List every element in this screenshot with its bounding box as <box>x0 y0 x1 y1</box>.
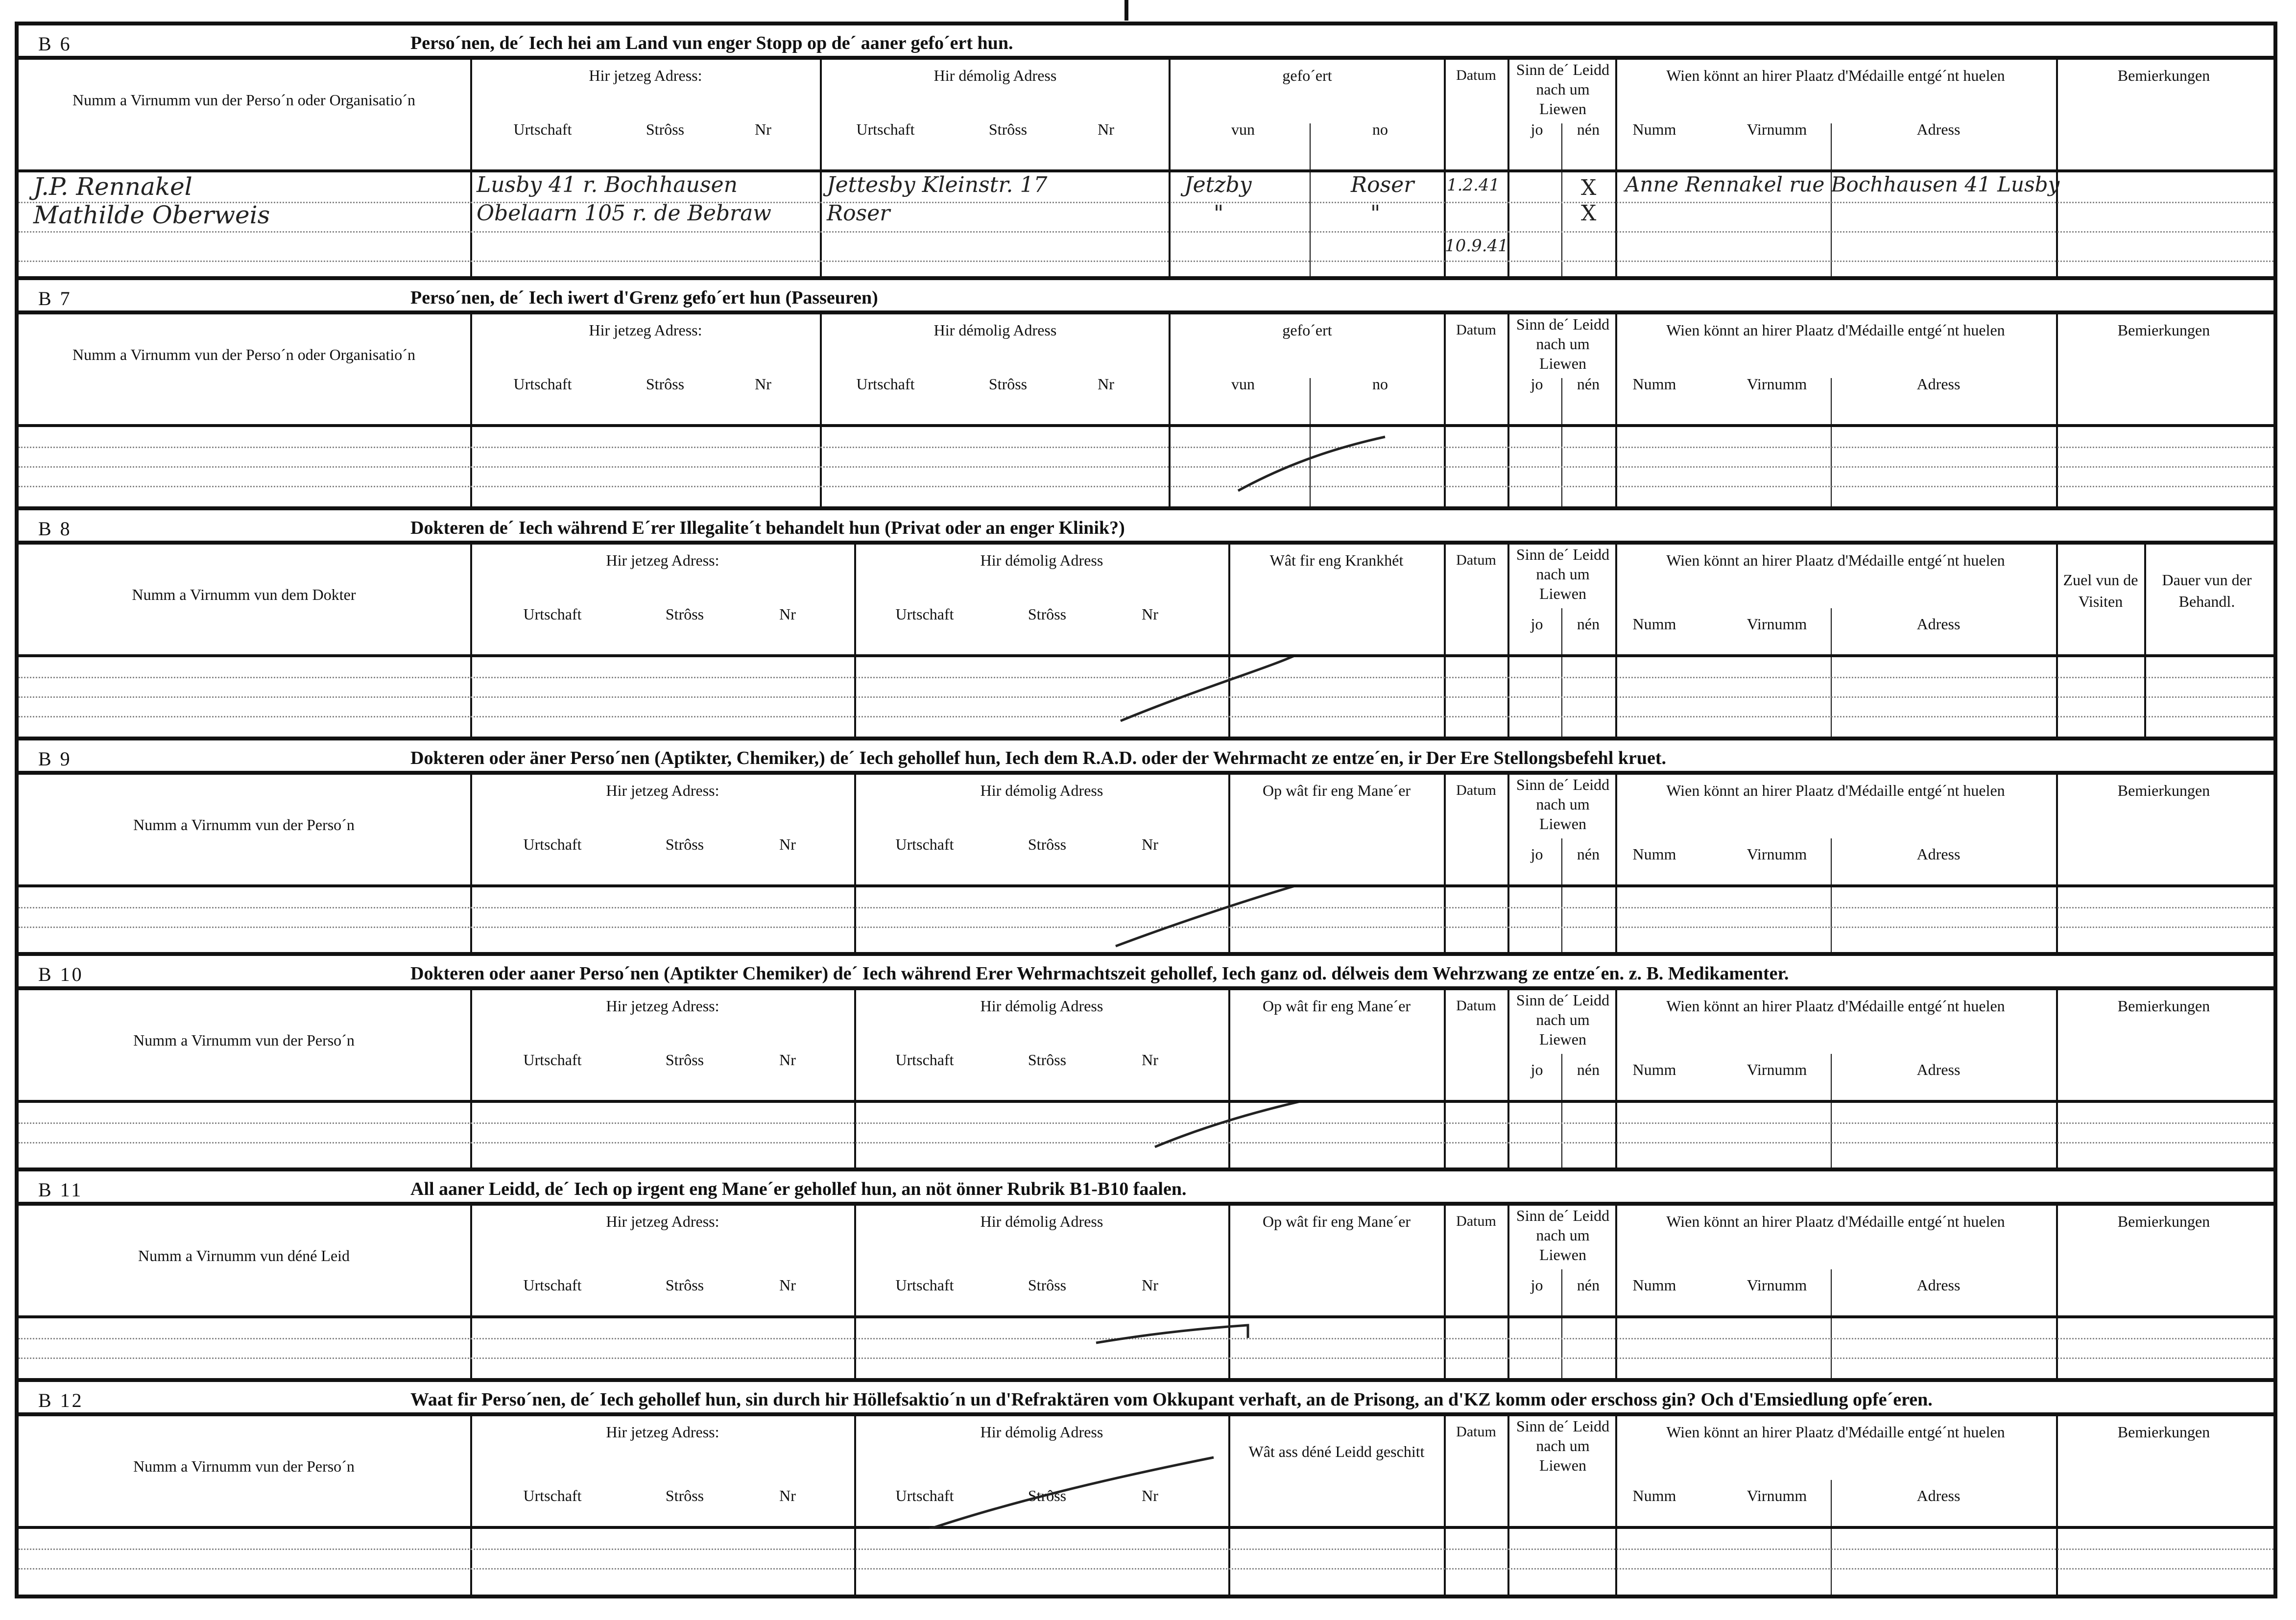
col-current-address-header: Hir jetzeg Adress: <box>606 997 719 1015</box>
col-duration-header: Dauer vun der Behandl. <box>2162 571 2252 610</box>
sub-street: Strôss <box>665 1276 704 1294</box>
entry-1-medal-recipient: Anne Rennakel rue Bochhausen 41 Lusby <box>1625 172 2060 196</box>
section-b7 <box>19 280 2273 510</box>
sub-yes: jo <box>1531 615 1543 633</box>
col-name-header: Numm a Virnumm vun der Perso´n <box>133 816 355 834</box>
col-alive-header: Sinn de´ Leidd nach um Liewen <box>1516 315 1610 372</box>
col-name-header: Numm a Virnumm vun déné Leid <box>138 1247 350 1264</box>
sub-yes: jo <box>1531 1061 1543 1078</box>
sub-medal-name: Numm <box>1632 120 1676 138</box>
col-route-header: gefo´ert <box>1282 321 1332 339</box>
sub-town: Urtschaft <box>895 1487 954 1504</box>
section-code: B 12 <box>38 1389 84 1411</box>
col-remarks-header: Bemierkungen <box>2117 1213 2210 1230</box>
col-current-address-header: Hir jetzeg Adress: <box>606 1423 719 1441</box>
section-b11 <box>19 1171 2273 1382</box>
sub-from: vun <box>1231 375 1255 393</box>
col-date-header: Datum <box>1456 322 1496 338</box>
section-b9 <box>19 740 2273 956</box>
sub-nr: Nr <box>779 1051 796 1069</box>
entry-2-current-address: Obelaarn 105 r. de Bebraw <box>477 201 771 226</box>
sub-nr: Nr <box>1098 375 1114 393</box>
sub-nr: Nr <box>755 375 771 393</box>
sub-medal-address: Adress <box>1916 615 1961 633</box>
section-title: Perso´nen, de´ Iech iwert d'Grenz gefo´ert hun (Passeuren) <box>410 287 878 308</box>
entry-area <box>19 172 2273 276</box>
entry-area <box>19 887 2273 952</box>
sub-town: Urtschaft <box>895 605 954 623</box>
section-title-row <box>19 280 2273 314</box>
entry-2-no-mark: X <box>1581 201 1597 226</box>
sub-yes: jo <box>1531 375 1543 393</box>
sub-street: Strôss <box>1028 605 1067 623</box>
column-headers <box>19 1206 2273 1318</box>
section-title-row <box>19 510 2273 545</box>
col-alive-header: Sinn de´ Leidd nach um Liewen <box>1516 776 1610 833</box>
entry-area <box>19 1529 2273 1595</box>
col-medal-header: Wien könnt an hirer Plaatz d'Médaille entgé´nt huelen <box>1666 1423 2005 1441</box>
column-headers <box>19 990 2273 1103</box>
entry-2-date: 10.9.41 <box>1445 236 1508 256</box>
col-current-address-header: Hir jetzeg Adress: <box>589 321 702 339</box>
section-title-row <box>19 956 2273 990</box>
entry-1-current-address: Lusby 41 r. Bochhausen <box>477 172 738 197</box>
section-code: B 6 <box>38 33 72 55</box>
sub-yes: jo <box>1531 1276 1543 1294</box>
col-manner-header: Op wât fir eng Mane´er <box>1262 997 1411 1015</box>
entry-2-from: " <box>1214 201 1224 226</box>
section-b10 <box>19 956 2273 1171</box>
sub-medal-name: Numm <box>1632 615 1676 633</box>
col-former-address-header: Hir démolig Adress <box>933 67 1057 84</box>
sub-nr: Nr <box>779 1487 796 1504</box>
sub-street: Strôss <box>665 1487 704 1504</box>
col-name-header: Numm a Virnumm vun der Perso´n <box>133 1457 355 1475</box>
col-name-header: Numm a Virnumm vun der Perso´n oder Organisatio´n <box>72 346 415 363</box>
strike-through-mark <box>19 887 2281 952</box>
sub-nr: Nr <box>1142 1051 1158 1069</box>
col-visits-header: Zuel vun de Visiten <box>2063 571 2138 610</box>
strike-through-mark <box>19 1416 2281 1529</box>
col-medal-header: Wien könnt an hirer Plaatz d'Médaille entgé´nt huelen <box>1666 321 2005 339</box>
col-former-address-header: Hir démolig Adress <box>933 321 1057 339</box>
section-code: B 9 <box>38 748 72 770</box>
col-current-address-header: Hir jetzeg Adress: <box>589 67 702 84</box>
col-former-address-header: Hir démolig Adress <box>980 551 1103 569</box>
sub-no: nén <box>1577 1061 1600 1078</box>
sub-from: vun <box>1231 120 1255 138</box>
sub-medal-first: Virnumm <box>1746 845 1807 863</box>
sub-town: Urtschaft <box>523 1487 582 1504</box>
col-current-address-header: Hir jetzeg Adress: <box>606 782 719 799</box>
section-title-row <box>19 25 2273 60</box>
sub-street: Strôss <box>665 1051 704 1069</box>
sub-medal-address: Adress <box>1916 1276 1961 1294</box>
entry-area <box>19 1318 2273 1378</box>
sub-street: Strôss <box>665 605 704 623</box>
strike-through-mark <box>19 1103 2281 1167</box>
col-illness-header: Wât fir eng Krankhét <box>1269 551 1404 569</box>
sub-yes: jo <box>1531 845 1543 863</box>
section-title: All aaner Leidd, de´ Iech op irgent eng Mane´er gehollef hun, an nöt önner Rubrik B1-B10 faalen. <box>410 1179 1187 1199</box>
sub-medal-name: Numm <box>1632 1276 1676 1294</box>
sub-yes: jo <box>1531 120 1543 138</box>
section-title: Waat fir Perso´nen, de´ Iech gehollef hun, sin durch hir Höllefsaktio´n un d'Refraktären vom Okkupant verhaft, an de Prisong, an d'KZ komm oder erschoss gin? Och d'Emsiedlung opfe´eren. <box>410 1389 1933 1410</box>
col-former-address-header: Hir démolig Adress <box>980 1423 1103 1441</box>
strike-through-mark <box>19 657 2281 737</box>
section-title-row <box>19 740 2273 775</box>
entry-2-former-address: Roser <box>827 201 890 226</box>
column-headers <box>19 775 2273 887</box>
sub-medal-address: Adress <box>1916 375 1961 393</box>
section-title: Dokteren de´ Iech während E´rer Illegalite´t behandelt hun (Privat oder an enger Klinik?) <box>410 518 1125 538</box>
col-medal-header: Wien könnt an hirer Plaatz d'Médaille entgé´nt huelen <box>1666 1213 2005 1230</box>
col-manner-header: Op wât fir eng Mane´er <box>1262 1213 1411 1230</box>
entry-area <box>19 427 2273 506</box>
sub-town: Urtschaft <box>856 120 915 138</box>
sub-town: Urtschaft <box>523 1276 582 1294</box>
section-b8 <box>19 510 2273 740</box>
col-medal-header: Wien könnt an hirer Plaatz d'Médaille entgé´nt huelen <box>1666 997 2005 1015</box>
section-title: Dokteren oder äner Perso´nen (Aptikter, Chemiker,) de´ Iech gehollef hun, Iech dem R.A.D. oder der Wehrmacht ze entze´en, ir Der Ere Stellongsbefehl kruet. <box>410 748 1666 768</box>
entry-1-from: Jetzby <box>1184 172 1252 197</box>
sub-street: Strôss <box>646 375 685 393</box>
entry-area <box>19 1103 2273 1167</box>
column-headers <box>19 314 2273 427</box>
sub-street: Strôss <box>1028 1051 1067 1069</box>
col-remarks-header: Bemierkungen <box>2117 997 2210 1015</box>
sub-medal-first: Virnumm <box>1746 375 1807 393</box>
section-code: B 8 <box>38 518 72 540</box>
section-code: B 10 <box>38 963 84 985</box>
sub-medal-address: Adress <box>1916 845 1961 863</box>
sub-town: Urtschaft <box>513 120 572 138</box>
sub-street: Strôss <box>1028 1487 1067 1504</box>
sub-medal-address: Adress <box>1916 120 1961 138</box>
column-headers <box>19 1416 2273 1529</box>
entry-1-former-address: Jettesby Kleinstr. 17 <box>827 172 1048 197</box>
col-remarks-header: Bemierkungen <box>2117 782 2210 799</box>
col-name-header: Numm a Virnumm vun dem Dokter <box>132 586 356 603</box>
section-b6 <box>19 25 2273 280</box>
section-title: Dokteren oder aaner Perso´nen (Aptikter Chemiker) de´ Iech während Erer Wehrmachtszeit gehollef, Iech ganz od. délweis dem Wehrzwang ze entze´en. z. B. Medikamenter. <box>410 963 1789 984</box>
entry-area <box>19 657 2273 737</box>
sub-nr: Nr <box>779 835 796 853</box>
strike-through-mark <box>19 1318 2281 1378</box>
col-medal-header: Wien könnt an hirer Plaatz d'Médaille entgé´nt huelen <box>1666 551 2005 569</box>
col-medal-header: Wien könnt an hirer Plaatz d'Médaille entgé´nt huelen <box>1666 782 2005 799</box>
col-date-header: Datum <box>1456 1213 1496 1229</box>
top-edge-mark <box>1124 0 1128 21</box>
sub-town: Urtschaft <box>895 1051 954 1069</box>
sub-street: Strôss <box>665 835 704 853</box>
sub-town: Urtschaft <box>513 375 572 393</box>
sub-medal-name: Numm <box>1632 845 1676 863</box>
sub-nr: Nr <box>779 1276 796 1294</box>
col-alive-header: Sinn de´ Leidd nach um Liewen <box>1516 991 1610 1048</box>
col-remarks-header: Bemierkungen <box>2117 1423 2210 1441</box>
col-remarks-header: Bemierkungen <box>2117 321 2210 339</box>
col-medal-header: Wien könnt an hirer Plaatz d'Médaille entgé´nt huelen <box>1666 67 2005 84</box>
sub-no: nén <box>1577 375 1600 393</box>
sub-no: nén <box>1577 120 1600 138</box>
sub-nr: Nr <box>1142 1487 1158 1504</box>
col-former-address-header: Hir démolig Adress <box>980 1213 1103 1230</box>
sub-nr: Nr <box>755 120 771 138</box>
sub-medal-name: Numm <box>1632 1061 1676 1078</box>
entry-1-date: 1.2.41 <box>1447 175 1500 195</box>
sub-no: nén <box>1577 615 1600 633</box>
sub-medal-first: Virnumm <box>1746 1487 1807 1504</box>
sub-medal-name: Numm <box>1632 1487 1676 1504</box>
entry-1-no-mark: X <box>1581 175 1597 200</box>
section-code: B 7 <box>38 287 72 310</box>
entry-1-name: J.P. Rennakel <box>33 172 192 201</box>
col-current-address-header: Hir jetzeg Adress: <box>606 1213 719 1230</box>
section-code: B 11 <box>38 1179 83 1201</box>
sub-no: nén <box>1577 845 1600 863</box>
col-date-header: Datum <box>1456 1424 1496 1440</box>
entry-2-name: Mathilde Oberweis <box>33 201 270 229</box>
col-name-header: Numm a Virnumm vun der Perso´n oder Organisatio´n <box>72 91 415 109</box>
col-alive-header: Sinn de´ Leidd nach um Liewen <box>1516 1207 1610 1263</box>
sub-town: Urtschaft <box>523 835 582 853</box>
sub-medal-first: Virnumm <box>1746 615 1807 633</box>
sub-street: Strôss <box>988 375 1028 393</box>
sub-medal-first: Virnumm <box>1746 120 1807 138</box>
form-page <box>15 22 2277 1598</box>
sub-town: Urtschaft <box>856 375 915 393</box>
sub-to: no <box>1372 120 1388 138</box>
strike-through-mark <box>19 427 2281 506</box>
sub-nr: Nr <box>779 605 796 623</box>
sub-nr: Nr <box>1142 605 1158 623</box>
col-alive-header: Sinn de´ Leidd nach um Liewen <box>1516 61 1610 118</box>
col-remarks-header: Bemierkungen <box>2117 67 2210 84</box>
sub-town: Urtschaft <box>895 835 954 853</box>
col-current-address-header: Hir jetzeg Adress: <box>606 551 719 569</box>
sub-street: Strôss <box>1028 1276 1067 1294</box>
col-manner-header: Op wât fir eng Mane´er <box>1262 782 1411 799</box>
col-date-header: Datum <box>1456 998 1496 1014</box>
sub-to: no <box>1372 375 1388 393</box>
sub-nr: Nr <box>1098 120 1114 138</box>
col-what-happened-header: Wât ass déné Leidd geschitt <box>1248 1443 1425 1460</box>
col-date-header: Datum <box>1456 782 1496 798</box>
section-title-row <box>19 1382 2273 1416</box>
sub-nr: Nr <box>1142 835 1158 853</box>
sub-street: Strôss <box>1028 835 1067 853</box>
sub-town: Urtschaft <box>895 1276 954 1294</box>
col-date-header: Datum <box>1456 67 1496 83</box>
sub-no: nén <box>1577 1276 1600 1294</box>
col-former-address-header: Hir démolig Adress <box>980 782 1103 799</box>
sub-medal-first: Virnumm <box>1746 1276 1807 1294</box>
section-title: Perso´nen, de´ Iech hei am Land vun enger Stopp op de´ aaner gefo´ert hun. <box>410 33 1013 53</box>
sub-street: Strôss <box>988 120 1028 138</box>
sub-medal-address: Adress <box>1916 1487 1961 1504</box>
col-alive-header: Sinn de´ Leidd nach um Liewen <box>1516 546 1610 602</box>
col-former-address-header: Hir démolig Adress <box>980 997 1103 1015</box>
col-route-header: gefo´ert <box>1282 67 1332 84</box>
sub-nr: Nr <box>1142 1276 1158 1294</box>
col-alive-header: Sinn de´ Leidd nach um Liewen <box>1516 1417 1610 1474</box>
sub-medal-first: Virnumm <box>1746 1061 1807 1078</box>
section-b12 <box>19 1382 2273 1595</box>
col-date-header: Datum <box>1456 552 1496 568</box>
sub-town: Urtschaft <box>523 1051 582 1069</box>
entry-1-to: Roser <box>1351 172 1414 197</box>
sub-medal-address: Adress <box>1916 1061 1961 1078</box>
section-title-row <box>19 1171 2273 1206</box>
sub-town: Urtschaft <box>523 605 582 623</box>
sub-medal-name: Numm <box>1632 375 1676 393</box>
col-name-header: Numm a Virnumm vun der Perso´n <box>133 1031 355 1049</box>
sub-street: Strôss <box>646 120 685 138</box>
column-headers <box>19 60 2273 172</box>
column-headers <box>19 545 2273 657</box>
entry-2-to: " <box>1370 201 1381 226</box>
